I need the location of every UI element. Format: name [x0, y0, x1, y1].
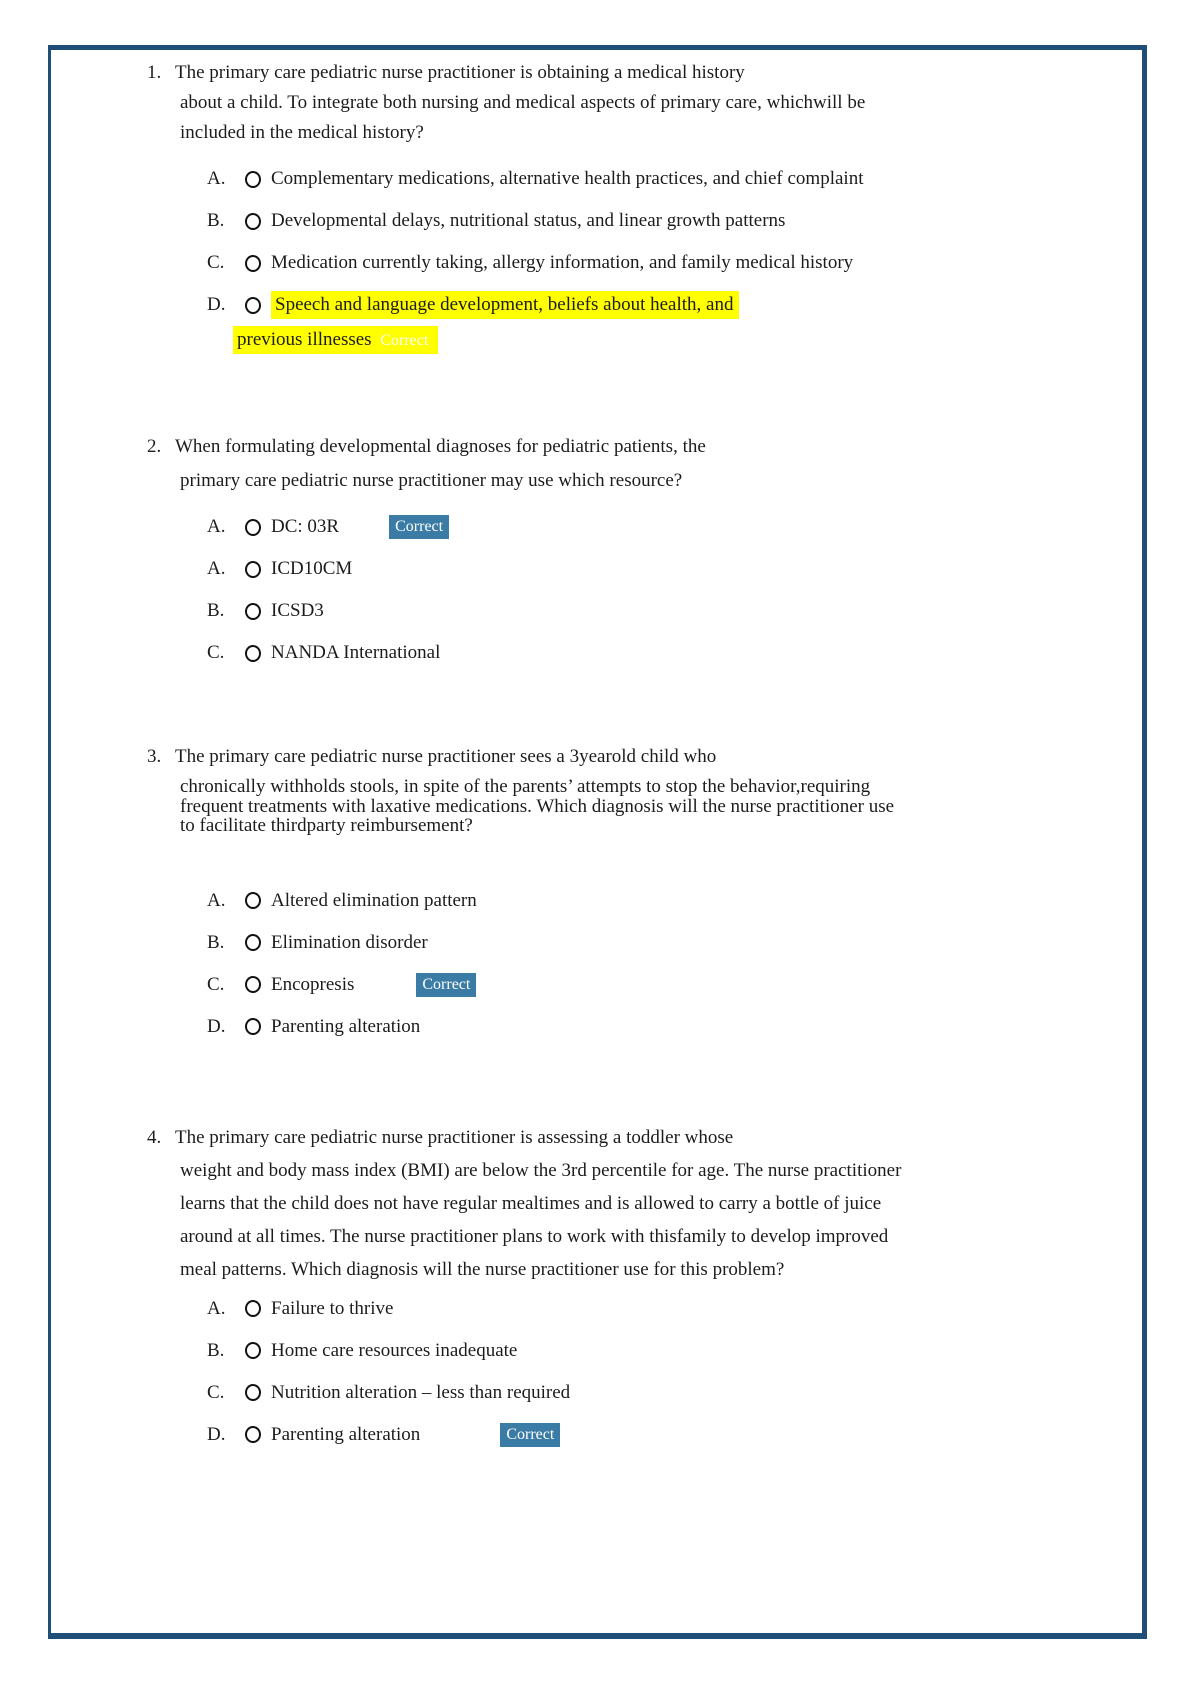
question-2-line [147, 430, 1128, 464]
option-letter: C. [207, 252, 225, 273]
option-label: ICSD3 [271, 600, 324, 621]
question-1-options [147, 158, 1128, 358]
correct-badge: Correct [416, 973, 476, 997]
option-4-d[interactable] [207, 1414, 1128, 1456]
option-4-a[interactable] [207, 1288, 1128, 1330]
option-label: Complementary medications, alternative health practices, and chief complaint [271, 168, 864, 189]
radio-button-icon[interactable] [245, 1426, 261, 1443]
question-3-line: frequent treatments with laxative medications. Which diagnosis will the nurse practitioner use [180, 795, 895, 817]
radio-button-icon[interactable] [245, 1300, 261, 1317]
option-letter: A. [207, 168, 226, 189]
question-3-line [147, 742, 1128, 772]
option-letter: D. [207, 294, 226, 315]
question-1-line: about a child. To integrate both nursing and medical aspects of primary care, whichwill be [180, 92, 866, 113]
option-1-c[interactable] [207, 242, 1128, 284]
page-border-frame [48, 45, 1147, 1639]
radio-button-icon[interactable] [245, 297, 261, 314]
question-2-text: When formulating developmental diagnoses for pediatric patients, the [175, 436, 706, 457]
option-letter: C. [207, 973, 225, 995]
correct-label: Correct [376, 330, 432, 351]
question-4-line: around at all times. The nurse practitioner plans to work with thisfamily to develop improved [180, 1225, 889, 1247]
question-4-line: weight and body mass index (BMI) are below the 3rd percentile for age. The nurse practitioner [180, 1159, 902, 1181]
option-1-d[interactable] [207, 284, 1128, 326]
radio-button-icon[interactable] [245, 1018, 261, 1035]
option-label: Home care resources inadequate [271, 1339, 518, 1361]
correct-badge: Correct [389, 515, 449, 539]
question-1-text: The primary care pediatric nurse practitioner is obtaining a medical history [175, 62, 745, 83]
option-2-c[interactable] [207, 632, 1128, 674]
document-content [51, 50, 1142, 1456]
radio-button-icon[interactable] [245, 892, 261, 909]
option-label: ICD10CM [271, 558, 353, 579]
option-letter: A. [207, 558, 226, 579]
radio-button-icon[interactable] [245, 255, 261, 272]
option-letter: B. [207, 931, 225, 953]
option-label-highlighted: Speech and language development, beliefs about health, and [271, 291, 739, 319]
question-3-text: The primary care pediatric nurse practitioner sees a 3yearold child who [175, 746, 717, 767]
radio-button-icon[interactable] [245, 519, 261, 536]
option-2-a2[interactable] [207, 548, 1128, 590]
question-4-number: 4. [147, 1126, 162, 1148]
radio-button-icon[interactable] [245, 1384, 261, 1401]
question-4-line: learns that the child does not have regular mealtimes and is allowed to carry a bottle of juice [180, 1192, 882, 1214]
radio-button-icon[interactable] [245, 645, 261, 662]
question-1-number: 1. [147, 62, 162, 83]
question-2 [147, 430, 1128, 674]
option-3-d[interactable] [207, 1006, 1128, 1048]
question-3-line: chronically withholds stools, in spite of the parents’ attempts to stop the behavior,requiring [180, 776, 871, 797]
question-3-line: to facilitate thirdparty reimbursement? [180, 815, 473, 836]
option-3-c[interactable] [207, 964, 1128, 1006]
option-3-b[interactable] [207, 922, 1128, 964]
correct-badge: Correct [500, 1423, 560, 1447]
question-3-number: 3. [147, 746, 162, 767]
question-4-text: The primary care pediatric nurse practitioner is assessing a toddler whose [175, 1126, 734, 1148]
option-4-b[interactable] [207, 1330, 1128, 1372]
option-label: Altered elimination pattern [271, 889, 477, 911]
option-letter: C. [207, 642, 225, 663]
option-1-b[interactable] [207, 200, 1128, 242]
option-letter: B. [207, 600, 225, 621]
question-1 [147, 58, 1128, 358]
option-letter: D. [207, 1015, 226, 1037]
question-2-options [147, 506, 1128, 674]
question-3-options [147, 880, 1128, 1048]
question-2-number: 2. [147, 436, 162, 457]
option-letter: C. [207, 1381, 225, 1403]
option-4-c[interactable] [207, 1372, 1128, 1414]
option-label: Developmental delays, nutritional status, and linear growth patterns [271, 210, 786, 231]
radio-button-icon[interactable] [245, 976, 261, 993]
question-4-line: meal patterns. Which diagnosis will the nurse practitioner use for this problem? [180, 1258, 785, 1280]
question-4 [147, 1121, 1128, 1456]
radio-button-icon[interactable] [245, 603, 261, 620]
question-1-line: included in the medical history? [180, 122, 424, 143]
option-letter: B. [207, 210, 225, 231]
option-label: NANDA International [271, 642, 441, 663]
option-label: Medication currently taking, allergy information, and family medical history [271, 252, 854, 273]
option-letter: D. [207, 1423, 226, 1445]
option-1-a[interactable] [207, 158, 1128, 200]
option-label: Parenting alteration [271, 1015, 421, 1037]
question-4-line [147, 1121, 1128, 1154]
radio-button-icon[interactable] [245, 1342, 261, 1359]
option-letter: A. [207, 1297, 226, 1319]
radio-button-icon[interactable] [245, 561, 261, 578]
option-1-d-continuation [233, 322, 1128, 358]
option-2-a1[interactable] [207, 506, 1128, 548]
radio-button-icon[interactable] [245, 934, 261, 951]
option-3-a[interactable] [207, 880, 1128, 922]
question-1-line [147, 58, 1128, 88]
radio-button-icon[interactable] [245, 171, 261, 188]
option-letter: A. [207, 889, 226, 911]
option-label-highlighted: previous illnesses Correct [233, 326, 438, 354]
option-label: Encopresis [271, 973, 355, 995]
option-label: Failure to thrive [271, 1297, 394, 1319]
option-letter: A. [207, 516, 226, 537]
option-label: Parenting alteration [271, 1423, 421, 1445]
option-label: Elimination disorder [271, 931, 428, 953]
option-letter: B. [207, 1339, 225, 1361]
option-label: DC: 03R [271, 516, 340, 537]
option-label: Nutrition alteration – less than required [271, 1381, 571, 1403]
question-2-line: primary care pediatric nurse practitioner may use which resource? [180, 470, 683, 491]
option-2-b[interactable] [207, 590, 1128, 632]
question-3 [147, 742, 1128, 1048]
question-4-options [147, 1288, 1128, 1456]
radio-button-icon[interactable] [245, 213, 261, 230]
